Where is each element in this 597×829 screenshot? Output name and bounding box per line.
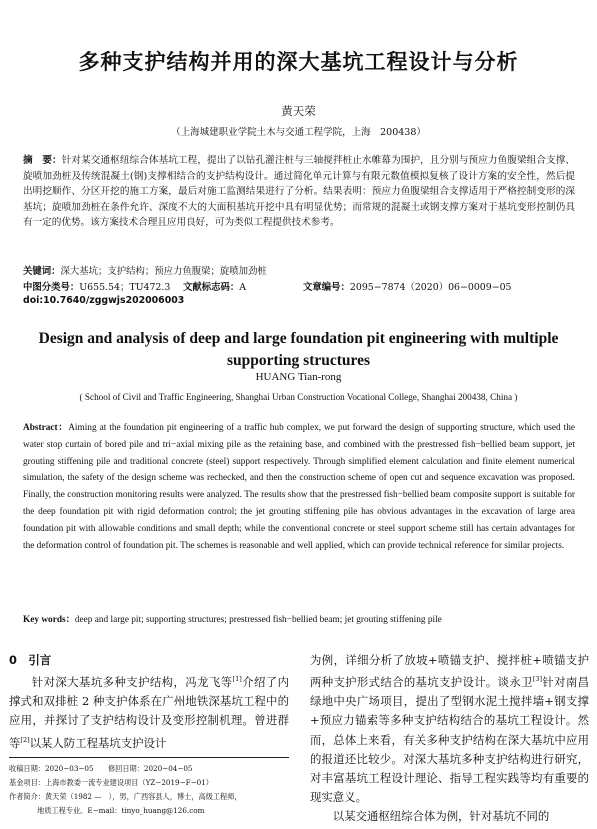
footnote-received: 收稿日期：2020−03−05 修回日期：2020−04−05 bbox=[9, 764, 193, 773]
abstract-en bbox=[23, 420, 575, 554]
paragraph: 针对深大基坑多种支护结构，冯龙飞等[1]介绍了内撑式和双排桩 2 种支护体系在广州地铁深基坑工程中的应用，并探讨了支护结构设计及变形控制机理。曾进群等[2]以某人防工程基坑支护设计 bbox=[9, 675, 289, 750]
abstract-text-cn: 针对某交通枢纽综合体基坑工程，提出了以钻孔灌注桩与三轴搅拌桩止水帷幕为围护，且分别与预应力鱼腹梁组合支撑、旋喷加劲桩及传统混凝土(钢)支撑相结合的支护结构设计。通过简化单元计算与有限元数值模拟复核了设计方案的安全性，然后提出明挖顺作、分区开挖的施工方案，最后对施工监测结果进行了分析。结果表明：预应力鱼腹梁组合支撑适用于严格控制变形的深基坑；旋喷加劲桩在条件允许、深度不大的大面积基坑开挖中具有明显优势；而常规的混凝土或钢支撑方案对于基坑变形控制仍具有一定的优势。该方案技术合理且应用良好，可为类似工程提供技术参考。 bbox=[23, 155, 576, 229]
author-name-en: HUANG Tian-rong bbox=[255, 371, 342, 383]
abstract-label-cn: 摘 要： bbox=[23, 155, 62, 166]
paper-title-cn: 多种支护结构并用的深大基坑工程设计与分析 bbox=[78, 50, 519, 74]
citation-ref[interactable]: [2] bbox=[20, 735, 30, 744]
keywords-label-cn: 关键词： bbox=[23, 266, 61, 277]
body-column-left bbox=[9, 651, 289, 753]
citation-ref[interactable]: [3] bbox=[532, 675, 543, 684]
keywords-text-cn: 深大基坑；支护结构；预应力鱼腹梁；旋喷加劲桩 bbox=[60, 266, 267, 277]
author-name-cn: 黄天荣 bbox=[281, 104, 316, 118]
footnote-bio: 作者简介：黄天荣（1982 — ），男，广西容县人，博士，高级工程师， bbox=[9, 792, 242, 801]
article-no-value: 2095−7874（2020）06−0009−05 bbox=[349, 282, 512, 293]
keywords-cn bbox=[23, 263, 267, 277]
section-title: 引言 bbox=[28, 653, 52, 667]
affiliation-en: ( School of Civil and Traffic Engineering, Shanghai Urban Construction Vocational College, Shanghai 200438, China ) bbox=[79, 392, 518, 402]
citation-ref[interactable]: [1] bbox=[232, 675, 242, 684]
doi-link[interactable]: doi:10.7640/zggwjs202006003 bbox=[23, 295, 185, 306]
footnote-bio-cont: 地质工程专业。E−mail：tinyo_huang@126.com bbox=[37, 806, 205, 815]
keywords-label-en: Key words： bbox=[23, 615, 75, 625]
doc-code-value: A bbox=[239, 282, 247, 293]
abstract-cn bbox=[23, 153, 575, 231]
paragraph: 以某交通枢纽综合体为例，针对基坑不同的 bbox=[332, 809, 550, 824]
section-heading bbox=[9, 651, 289, 670]
paper-title-en: Design and analysis of deep and large foundation pit engineering with multiple supporting structures bbox=[38, 330, 559, 369]
footnote-divider bbox=[9, 757, 289, 758]
section-number: 0 bbox=[9, 653, 17, 667]
article-no-label: 文章编号： bbox=[303, 282, 350, 293]
abstract-label-en: Abstract： bbox=[23, 423, 69, 433]
footnote-fund: 基金项目：上海市教委一流专业建设项目（YZ−2019−F−01） bbox=[9, 778, 213, 787]
abstract-text-en: Aiming at the foundation pit engineering of a traffic hub complex, we put forward the design of supporting structure, which used the water stop curtain of bored pile and tri−axial mixing pile as the retaining base, and combined with the prestressed fish−bellied beam support, jet grouting stiffening pile and traditional concrete (steel) support respectively. Through simplified element calculation and finite element numerical simulation, the safety of the design scheme was rechecked, and then the construction scheme of open cut and sequence excavation was proposed. Finally, the construction monitoring results were analyzed. The results show that the prestressed fish−bellied beam composite support is suitable for the deep foundation pit with rigid deformation control; the jet grouting stiffening pile has obvious advantages in the excavation of large area foundation pit with allowable conditions and small depth; while the conventional concrete or steel support scheme still has certain advantages for the deformation control of foundation pit. The schemes is reasonable and well applied, which can provide technical reference for similar projects. bbox=[23, 423, 575, 551]
keywords-text-en: deep and large pit; supporting structures; prestressed fish−bellied beam; jet grouting stiffening pile bbox=[74, 615, 442, 625]
clc-value: U655.54；TU472.3 bbox=[79, 282, 171, 293]
doc-code-label: 文献标志码： bbox=[183, 282, 240, 293]
paragraph: 为例，详细分析了放坡+喷锚支护、搅拌桩+喷锚支护两种支护形式结合的基坑支护设计。谈永卫[3]针对南昌绿地中央广场项目，提出了型钢水泥土搅拌墙+钢支撑+预应力锚索等多种支护结构结合的基坑工程设计。然而，总体上来看，有关多种支护结构在深大基坑中应用的报道还比较少。对深大基坑多种支护结构进行研究，对丰富基坑工程设计理论、指导工程实践等均有重要的现实意义。 bbox=[310, 653, 589, 805]
affiliation-cn: （上海城建职业学院土木与交通工程学院，上海 200438） bbox=[171, 127, 426, 138]
body-column-right bbox=[310, 651, 589, 827]
footnote-block bbox=[9, 762, 294, 818]
classification-line bbox=[23, 279, 512, 293]
clc-label: 中图分类号： bbox=[23, 282, 80, 293]
keywords-en bbox=[23, 611, 575, 625]
